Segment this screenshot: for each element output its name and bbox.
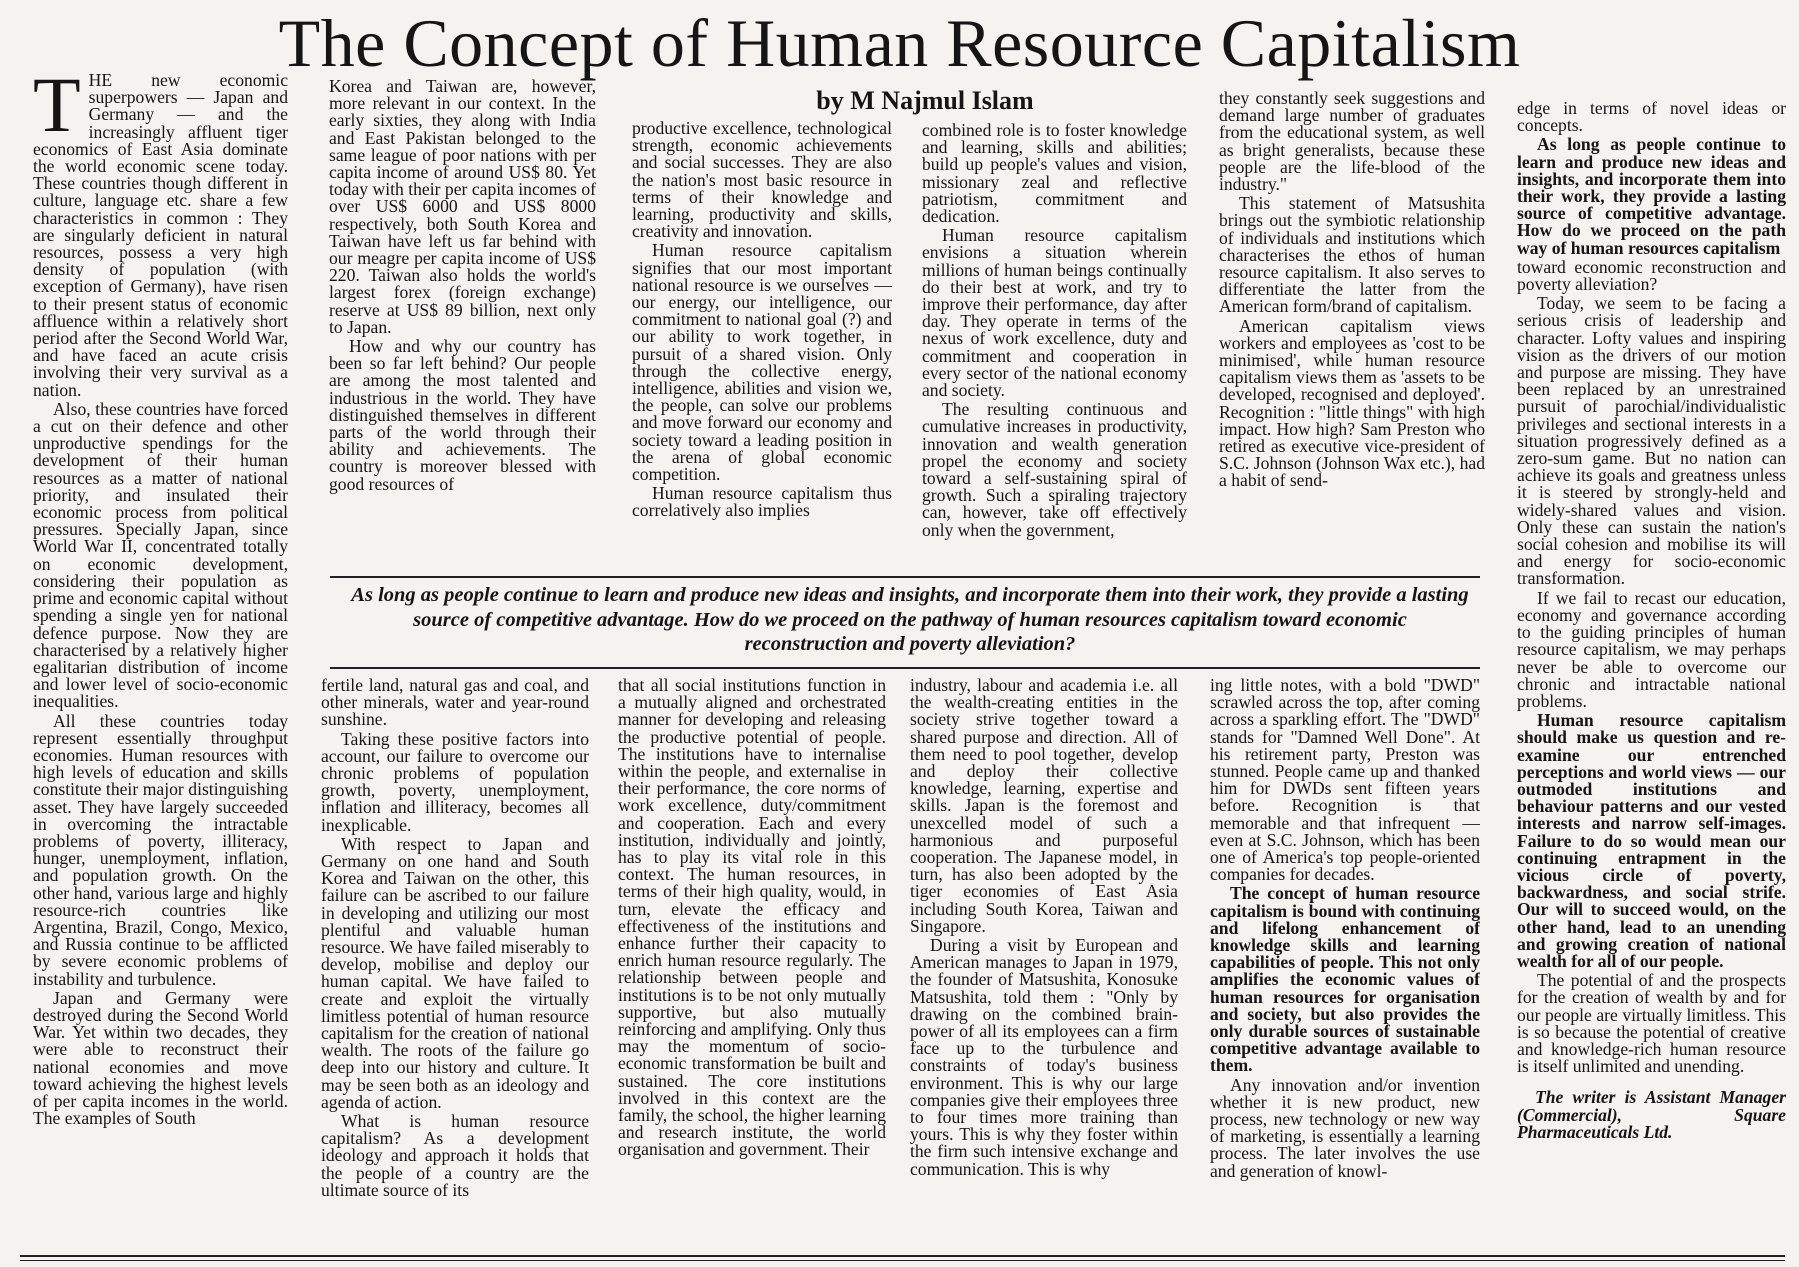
paragraph: Today, we seem to be facing a serious crisis of leadership and character. Lofty values and inspiring vision as the drivers of our motion and purpose are missing. They have been replaced by an unrestrained pursuit of parochial/individualistic privileges and sectional interests in a situation progressively defined as a zero-sum game. But no nation can achieve its goals and greatness unless it is steered by strongly-held and widely-shared values and vision. Only these can sustain the nation's social cohesion and mobilise its will and energy for socio-economic transformation. [1517, 293, 1786, 589]
paragraph: ing little notes, with a bold "DWD" scrawled across the top, after coming across a sparkling effort. The "DWD" stands for "Damned Well Done". At his retirement party, Preston was stunned. People came up and thanked him for DWDs sent fifteen years before. Recognition is that memorable and that infrequent — even at S.C. Johnson, which has been one of America's top people-oriented companies for decades. [1210, 677, 1480, 885]
drop-cap: T [33, 72, 81, 148]
paragraph: Human resource capitalism envisions a situation wherein millions of human beings continually do their best at work, and try to improve their performance, day after day. They operate in terms of the nexus of work excellence, duty and commitment and cooperation in every sector of the national economy and society. [922, 225, 1187, 401]
paragraph: The resulting continuous and cumulative increases in productivity, innovation and wealth generation propel the economy and society toward a self-sustaining spiral of growth. Such a spiraling trajectory can, however, take off effectively only when the government, [922, 399, 1187, 540]
paragraph: During a visit by European and American manages to Japan in 1979, the founder of Matsushita, Konosuke Matsushita, told them : "Only by drawing on the combined brain-power of all its employees can a firm face up to the turbulence and constraints of today's business environment. This is why our large companies give their employees three to four times more training than yours. This is why they foster within the firm such intensive exchange and communication. This is why [910, 935, 1178, 1179]
paragraph: fertile land, natural gas and coal, and other minerals, water and year-round sunshine. [321, 677, 589, 730]
paragraph: edge in terms of novel ideas or concepts. [1517, 100, 1786, 136]
paragraph: What is human resource capitalism? As a development ideology and approach it holds that the people of a country are the ultimate source of its [321, 1111, 589, 1200]
paragraph: industry, labour and academia i.e. all the wealth-creating entities in the society strive together toward a shared purpose and direction. All of them need to pool together, develop and deploy their collective knowledge, learning, expertise and skills. Japan is the foremost and unexcelled model of such a harmonious and purposeful cooperation. The Japanese model, in turn, has also been adopted by the tiger economies of East Asia including South Korea, Taiwan and Singapore. [910, 677, 1178, 936]
column-3-bottom [618, 677, 886, 1252]
pullquote-top-rule [330, 576, 1480, 578]
paragraph: How and why our country has been so far left behind? Our people are among the most talented and industrious in the world. They have distinguished themselves in different parts of the world through their ability and achievements. The country is moreover blessed with good resources of [329, 336, 596, 494]
paragraph: The potential of and the prospects for the creation of wealth by and for our people are virtually limitless. This is so because the potential of creative and knowledge-rich human resource is itself unlimited and unending. [1517, 970, 1786, 1077]
paragraph: As long as people continue to learn and produce new ideas and insights, and incorporate them into their work, they provide a lasting source of competitive advantage. How do we proceed on the path way of human resources capitalism [1517, 134, 1786, 258]
pull-quote: As long as people continue to learn and produce new ideas and insights, and incorporate them into their work, they provide a lasting source of competitive advantage. How do we proceed on the pathway of human resources capitalism toward economic reconstruction and poverty alleviation? [351, 584, 1469, 655]
column-5-top [1219, 90, 1485, 568]
bottom-rule-2 [20, 1260, 1785, 1261]
paragraph: that all social institutions function in a mutually aligned and orchestrated manner for developing and releasing the productive potential of people. The institutions have to internalise within the people, and externalise in their performance, the core norms of work excellence, duty/commitment and cooperation. Each and every institution, individually and jointly, has to play its vital role in this context. The human resources, in terms of their high quality, would, in turn, elevate the efficacy and effectiveness of the institutions and enhance further their capacity to enrich human resource regularly. The relationship between people and institutions is to be not only mutually supportive, but also mutually reinforcing and amplifying. Only thus may the momentum of socio-economic transformation be built and sustained. The core institutions involved in this context are the family, the school, the higher learning and research institute, the world organisation and government. Their [618, 677, 886, 1160]
paragraph: All these countries today represent essentially throughput economies. Human resources with high levels of education and skills constitute their major distinguishing asset. They have largely succeeded in overcoming the intractable problems of poverty, illiteracy, hunger, unemployment, inflation, and population growth. On the other hand, various large and highly resource-rich countries like Argentina, Brazil, Congo, Mexico, and Russia continue to be afflicted by severe economic problems of instability and turbulence. [33, 710, 288, 989]
paragraph: The concept of human resource capitalism is bound with continuing and lifelong enhancement of knowledge skills and learning capabilities of people. This not only amplifies the economic values of human resources for organisation and society, but also provides the only durable sources of sustainable competitive advantage available to them. [1210, 883, 1480, 1076]
paragraph: productive excellence, technological strength, economic achievements and social successes. They are also the nation's most basic resource in terms of their knowledge and learning, productivity and skills, creativity and innovation. [632, 120, 892, 242]
paragraph: combined role is to foster knowledge and learning, skills and abilities; build up people's values and vision, missionary zeal and reflective patriotism, commitment and dedication. [922, 122, 1187, 227]
column-4-bottom [910, 677, 1178, 1252]
paragraph: With respect to Japan and Germany on one hand and South Korea and Taiwan on the other, this failure can be ascribed to our failure in developing and utilizing our most plentiful and valuable human resource. We have failed miserably to develop, mobilise and deploy our human capital. We have failed to create and exploit the virtually limitless potential of human resource capitalism for the creation of national wealth. The roots of the failure go deep into our history and culture. It may be seen both as an ideology and agenda of action. [321, 833, 589, 1112]
paragraph: Also, these countries have forced a cut on their defence and other unproductive spendings for the development of their human resources as a matter of national priority, and insulated their economic process from political pressures. Specially Japan, since World War II, concentrated totally on economic development, considering their population as prime and economic capital without spending a single yen for national defence purpose. Now they are characterised by a relatively higher egalitarian distribution of income and lower level of socio-economic inequalities. [33, 398, 288, 712]
paragraph: toward economic reconstruction and poverty alleviation? [1517, 256, 1786, 295]
paragraph: If we fail to recast our education, economy and governance according to the guiding principles of human resource capitalism, we may perhaps never be able to overcome our chronic and intractable national problems. [1517, 587, 1786, 711]
byline: by M Najmul Islam [816, 86, 1034, 115]
column-3-top [632, 120, 892, 568]
pullquote-bottom-rule [330, 667, 1480, 669]
paragraph: Any innovation and/or invention whether it is new product, new process, new technology or new way of marketing, is essentially a learning process. The later involves the use and generation of knowl- [1210, 1074, 1480, 1181]
column-4-top [922, 122, 1187, 568]
headline: The Concept of Human Resource Capitalism [278, 5, 1521, 81]
paragraph: Human resource capitalism thus correlatively also implies [632, 483, 892, 521]
paragraph: HE new economic superpowers — Japan and Germany — and the increasingly affluent tiger economics of East Asia dominate the world economic scene today. These countries though different in culture, language etc. share a few characteristics in common : They are singularly deficient in natural resources, possess a very high density of population (with exception of Germany), have risen to their present status of economic affluence within a relatively short period after the Second World War, and have faced an acute crisis involving their very survival as a nation. [33, 72, 288, 400]
column-5-bottom [1210, 677, 1480, 1252]
paragraph: Human resource capitalism should make us question and re-examine our entrenched perceptions and world views — our outmoded institutions and behaviour patterns and our vested interests and narrow self-images. Failure to do so would mean our continuing entrapment in the vicious circle of poverty, backwardness, and social strife. Our will to succeed would, on the other hand, lead to an unending and growing creation of national wealth for all of our people. [1517, 710, 1786, 971]
column-2-top [329, 78, 596, 568]
column-1 [33, 72, 288, 1252]
paragraph: American capitalism views workers and employees as 'cost to be minimised', while human resource capitalism views them as 'assets to be developed, recognised and deployed'. Recognition : "little things" with high impact. How high? Sam Preston who retired as executive vice-president of S.C. Johnson (Johnson Wax etc.), had a habit of send- [1219, 315, 1485, 491]
paragraph: Japan and Germany were destroyed during the Second World War. Yet within two decades, they were able to reconstruct their national economies and move toward achieving the highest levels of per capita incomes in the world. The examples of South [33, 987, 288, 1129]
column-2-bottom [321, 677, 589, 1252]
paragraph: Human resource capitalism signifies that our most important national resource is we ourselves — our energy, our intelligence, our commitment to national goal (?) and our ability to work together, in pursuit of a shared vision. Only through the collective energy, intelligence, abilities and vision we, the people, can solve our problems and move forward our economy and society toward a leading position in the arena of global economic competition. [632, 240, 892, 485]
author-credit: The writer is Assistant Manager (Commercial), Square Pharmaceuticals Ltd. [1517, 1087, 1786, 1142]
paragraph: Taking these positive factors into account, our failure to overcome our chronic problems of population growth, poverty, unemployment, inflation and illiteracy, becomes all inexplicable. [321, 728, 589, 835]
column-6 [1517, 100, 1786, 1252]
paragraph: they constantly seek suggestions and demand large number of graduates from the educational system, as well as bright generalists, because these people are the life-blood of the industry." [1219, 90, 1485, 195]
bottom-rule [20, 1255, 1785, 1257]
paragraph: Korea and Taiwan are, however, more relevant in our context. In the early sixties, they along with India and East Pakistan belonged to the same league of poor nations with per capita income of around US$ 80. Yet today with their per capita incomes of over US$ 6000 and US$ 8000 respectively, both South Korea and Taiwan have left us far behind with our meagre per capita income of US$ 220. Taiwan also holds the world's largest forex (foreign exchange) reserve at US$ 89 billion, next only to Japan. [329, 78, 596, 337]
paragraph: This statement of Matsushita brings out the symbiotic relationship of individuals and institutions which characterises the ethos of human resource capitalism. It also serves to differentiate the latter from the American form/brand of capitalism. [1219, 193, 1485, 317]
